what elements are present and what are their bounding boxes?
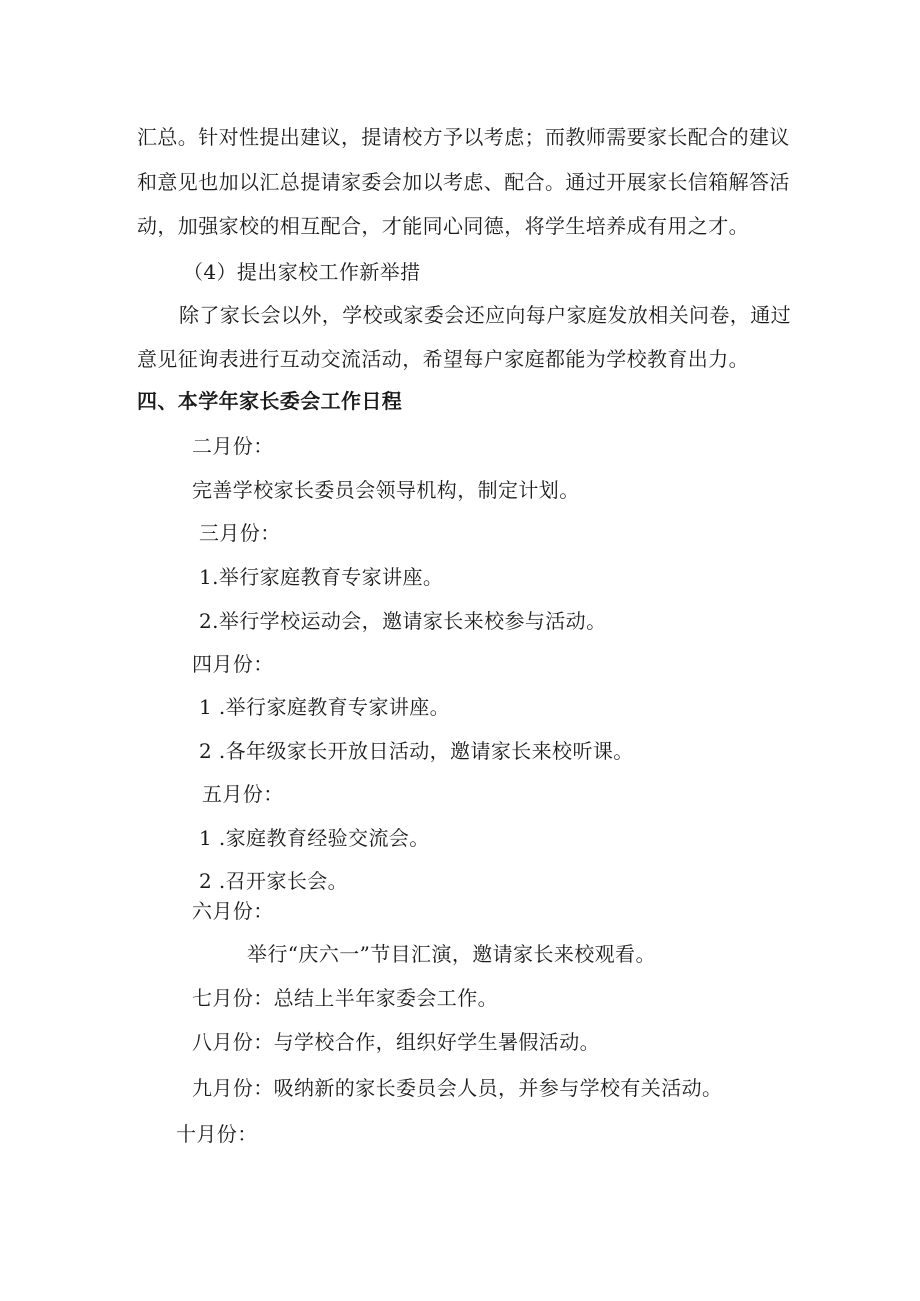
schedule-item: 2 .各年级家长开放日活动，邀请家长来校听课。 (199, 739, 634, 763)
schedule-item: 2 .召开家长会。 (199, 869, 349, 893)
month-label: 六月份： (192, 899, 274, 923)
paragraph-line: 动，加强家校的相互配合，才能同心同德，将学生培养成有用之才。 (137, 214, 749, 238)
schedule-item: 1.举行家庭教育专家讲座。 (199, 565, 444, 589)
month-label: 十月份： (176, 1122, 258, 1146)
schedule-item: 1 .举行家庭教育专家讲座。 (199, 695, 451, 719)
paragraph-line: 和意见也加以汇总提请家委会加以考虑、配合。通过开展家长信箱解答活 (137, 170, 790, 194)
month-label: 三月份： (199, 521, 281, 545)
paragraph-line: 意见征询表进行互动交流活动，希望每户家庭都能为学校教育出力。 (137, 347, 749, 371)
schedule-item: 九月份：吸纳新的家长委员会人员，并参与学校有关活动。 (192, 1076, 723, 1100)
month-label: 五月份： (202, 782, 284, 806)
schedule-item: 2.举行学校运动会，邀请家长来校参与活动。 (199, 609, 607, 633)
schedule-item: 八月份：与学校合作，组织好学生暑假活动。 (192, 1030, 600, 1054)
schedule-item: 举行“庆六一”节目汇演，邀请家长来校观看。 (247, 942, 656, 966)
schedule-item: 完善学校家长委员会领导机构，制定计划。 (192, 478, 580, 502)
subsection-heading: （4）提出家校工作新举措 (183, 260, 421, 284)
paragraph-line: 除了家长会以外，学校或家委会还应向每户家庭发放相关问卷，通过 (179, 303, 791, 327)
schedule-item: 七月份：总结上半年家委会工作。 (192, 986, 498, 1010)
schedule-item: 1 .家庭教育经验交流会。 (199, 826, 430, 850)
paragraph-line: 汇总。针对性提出建议，提请校方予以考虑；而教师需要家长配合的建议 (137, 125, 790, 149)
month-label: 四月份： (192, 652, 274, 676)
section-heading: 四、本学年家长委会工作日程 (137, 389, 403, 413)
month-label: 二月份： (192, 434, 274, 458)
